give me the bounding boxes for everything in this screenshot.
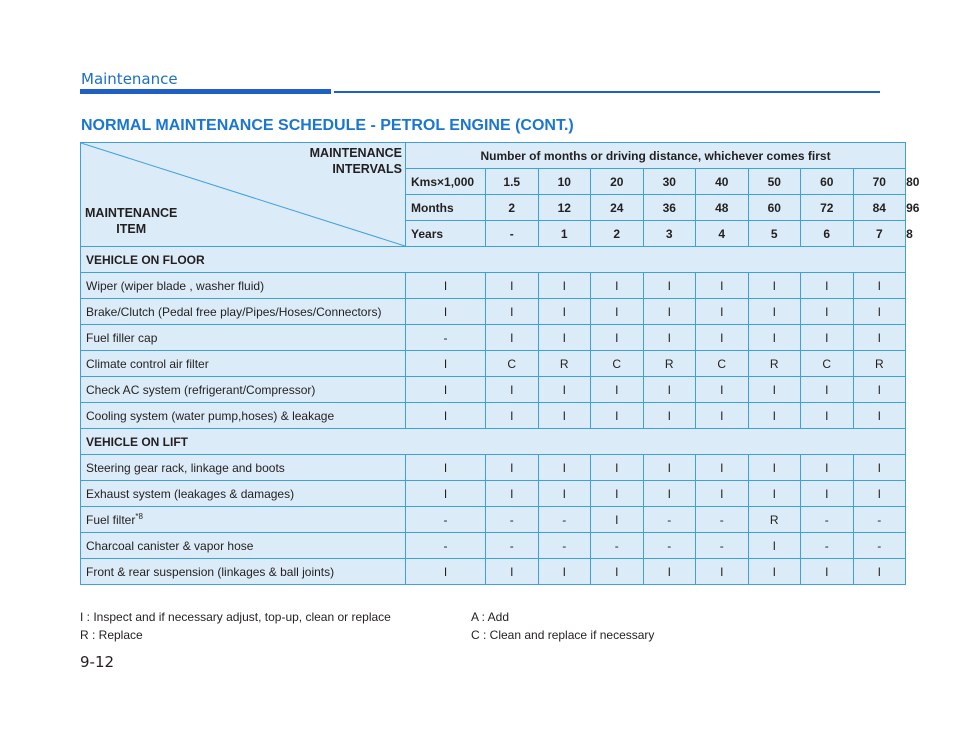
item-cell <box>81 559 406 585</box>
legend-add: A : Add <box>471 610 510 624</box>
schedule-value: I <box>696 299 749 325</box>
kms-value: 60 <box>801 169 854 195</box>
schedule-value: R <box>538 351 591 377</box>
schedule-value: R <box>748 351 801 377</box>
table-row <box>81 403 906 429</box>
years-value: 4 <box>696 221 749 247</box>
schedule-value: I <box>591 299 644 325</box>
schedule-value: R <box>853 351 906 377</box>
schedule-value: I <box>643 559 696 585</box>
schedule-value: I <box>748 533 801 559</box>
schedule-value: I <box>748 273 801 299</box>
item-label: Charcoal canister & vapor hose <box>86 538 254 553</box>
schedule-value: I <box>486 325 539 351</box>
schedule-value: I <box>696 403 749 429</box>
years-row: Years - 1 2 3 4 5 6 7 8 <box>81 221 906 247</box>
page-number: 9-12 <box>80 653 115 671</box>
schedule-value: C <box>801 351 854 377</box>
category-row <box>81 247 906 273</box>
schedule-value: C <box>696 351 749 377</box>
table-row <box>81 325 906 351</box>
schedule-value: I <box>591 403 644 429</box>
item-cell <box>81 533 406 559</box>
item-label: Check AC system (refrigerant/Compressor) <box>86 382 316 397</box>
kms-value: 10 <box>538 169 591 195</box>
table-row <box>81 273 906 299</box>
schedule-value: R <box>643 351 696 377</box>
table-row <box>81 559 906 585</box>
years-value: 5 <box>748 221 801 247</box>
table-row <box>81 299 906 325</box>
schedule-value: - <box>801 533 854 559</box>
schedule-value: I <box>748 325 801 351</box>
interval-caption-row <box>81 143 906 169</box>
legend-replace: R : Replace <box>80 628 143 642</box>
schedule-value: I <box>538 377 591 403</box>
schedule-value: I <box>853 481 906 507</box>
legend-clean: C : Clean and replace if necessary <box>471 628 655 642</box>
schedule-value: I <box>643 455 696 481</box>
schedule-value: I <box>643 325 696 351</box>
months-value: 84 <box>853 195 906 221</box>
months-value: 60 <box>748 195 801 221</box>
years-value: 2 <box>591 221 644 247</box>
schedule-value: I <box>486 559 539 585</box>
schedule-value: I <box>406 377 486 403</box>
months-row: Months 2 12 24 36 48 60 72 84 96 <box>81 195 906 221</box>
schedule-value: I <box>591 325 644 351</box>
months-value: 36 <box>643 195 696 221</box>
schedule-value: I <box>406 559 486 585</box>
schedule-value: I <box>486 455 539 481</box>
kms-value: 20 <box>591 169 644 195</box>
schedule-value: I <box>486 403 539 429</box>
schedule-value: I <box>801 559 854 585</box>
corner-top-line-2: INTERVALS <box>332 162 402 176</box>
item-label: Steering gear rack, linkage and boots <box>86 460 285 475</box>
schedule-value: I <box>538 299 591 325</box>
table-row <box>81 455 906 481</box>
schedule-value: - <box>406 533 486 559</box>
months-value: 48 <box>696 195 749 221</box>
schedule-value: I <box>538 481 591 507</box>
schedule-body <box>81 143 920 585</box>
kms-value: 50 <box>748 169 801 195</box>
schedule-value: I <box>406 455 486 481</box>
item-label: Front & rear suspension (linkages & ball joints) <box>86 564 335 579</box>
maintenance-schedule-table <box>80 142 920 585</box>
schedule-value: - <box>643 507 696 533</box>
schedule-value: I <box>406 351 486 377</box>
schedule-value: I <box>696 559 749 585</box>
item-cell <box>81 273 406 299</box>
schedule-value: C <box>591 351 644 377</box>
schedule-value: - <box>696 507 749 533</box>
kms-value: 30 <box>643 169 696 195</box>
schedule-value: I <box>486 481 539 507</box>
schedule-value: I <box>853 273 906 299</box>
years-value: 3 <box>643 221 696 247</box>
item-cell <box>81 481 406 507</box>
schedule-value: I <box>643 403 696 429</box>
page-title: NORMAL MAINTENANCE SCHEDULE - PETROL ENGINE (CONT.) <box>81 117 574 134</box>
schedule-value: I <box>591 273 644 299</box>
schedule-value: - <box>486 507 539 533</box>
schedule-value: I <box>643 377 696 403</box>
schedule-value: - <box>406 325 486 351</box>
table-row <box>81 351 906 377</box>
item-cell <box>81 377 406 403</box>
kms-label: Kms×1,000 <box>406 169 486 195</box>
schedule-value: I <box>853 559 906 585</box>
schedule-value: I <box>538 559 591 585</box>
item-cell <box>81 455 406 481</box>
corner-item-label <box>85 205 177 237</box>
legend-inspect: I : Inspect and if necessary adjust, top-up, clean or replace <box>80 610 391 624</box>
corner-bottom-line-1: MAINTENANCE <box>85 206 178 220</box>
schedule-value: I <box>591 377 644 403</box>
months-value: 2 <box>486 195 539 221</box>
years-value: 6 <box>801 221 854 247</box>
schedule-value: I <box>748 559 801 585</box>
years-value: - <box>486 221 539 247</box>
schedule-value: I <box>748 377 801 403</box>
years-value: 1 <box>538 221 591 247</box>
item-label: Fuel filler cap <box>86 330 158 345</box>
months-value: 72 <box>801 195 854 221</box>
schedule-value: - <box>591 533 644 559</box>
schedule-value: I <box>696 377 749 403</box>
schedule-value: I <box>853 299 906 325</box>
item-cell <box>81 507 406 533</box>
schedule-value: I <box>643 481 696 507</box>
corner-top-line-1: MAINTENANCE <box>309 146 402 160</box>
schedule-value: I <box>538 273 591 299</box>
schedule-value: I <box>853 403 906 429</box>
schedule-value: - <box>538 507 591 533</box>
schedule-value: I <box>406 403 486 429</box>
schedule-value: I <box>801 299 854 325</box>
schedule-value: - <box>696 533 749 559</box>
schedule-value: R <box>748 507 801 533</box>
item-cell <box>81 403 406 429</box>
schedule-value: I <box>406 273 486 299</box>
item-cell <box>81 351 406 377</box>
interval-caption: Number of months or driving distance, whichever comes first <box>406 143 906 169</box>
category-label: VEHICLE ON LIFT <box>81 429 906 455</box>
kms-value: 1.5 <box>486 169 539 195</box>
years-label: Years <box>406 221 486 247</box>
schedule-value: I <box>801 273 854 299</box>
schedule-value: I <box>538 403 591 429</box>
schedule-value: - <box>853 533 906 559</box>
kms-row: Kms×1,000 1.5 10 20 30 40 50 60 70 80 <box>81 169 906 195</box>
schedule-value: I <box>801 377 854 403</box>
schedule-value: - <box>486 533 539 559</box>
schedule-value: I <box>801 403 854 429</box>
schedule-value: - <box>538 533 591 559</box>
schedule-value: I <box>591 559 644 585</box>
category-row <box>81 429 906 455</box>
years-value: 7 <box>853 221 906 247</box>
schedule-value: C <box>486 351 539 377</box>
schedule-value: - <box>801 507 854 533</box>
schedule-value: - <box>406 507 486 533</box>
kms-value: 70 <box>853 169 906 195</box>
schedule-value: I <box>696 455 749 481</box>
category-label: VEHICLE ON FLOOR <box>81 247 906 273</box>
schedule-value: I <box>486 273 539 299</box>
table-row <box>81 377 906 403</box>
section-label: Maintenance <box>81 70 178 88</box>
item-label: Wiper (wiper blade , washer fluid) <box>86 278 265 293</box>
months-label: Months <box>406 195 486 221</box>
schedule-value: I <box>801 325 854 351</box>
schedule-value: I <box>801 455 854 481</box>
months-value: 12 <box>538 195 591 221</box>
schedule-value: I <box>696 273 749 299</box>
schedule-value: I <box>801 481 854 507</box>
kms-value: 40 <box>696 169 749 195</box>
schedule-value: I <box>538 325 591 351</box>
header-rule-thin <box>334 91 880 93</box>
months-value: 24 <box>591 195 644 221</box>
schedule-value: I <box>696 325 749 351</box>
item-label: Climate control air filter <box>86 356 209 371</box>
header-rule-thick <box>80 89 331 94</box>
schedule-value: I <box>538 455 591 481</box>
item-label: Fuel filter <box>86 513 136 527</box>
schedule-value: I <box>853 455 906 481</box>
table-row <box>81 507 906 533</box>
item-cell <box>81 325 406 351</box>
schedule-value: I <box>406 299 486 325</box>
item-label: Cooling system (water pump,hoses) & leakage <box>86 408 335 423</box>
table-row <box>81 481 906 507</box>
schedule-value: I <box>853 377 906 403</box>
schedule-value: I <box>591 507 644 533</box>
schedule-value: I <box>748 455 801 481</box>
item-label: Exhaust system (leakages & damages) <box>86 486 295 501</box>
corner-bottom-line-2: ITEM <box>116 222 147 236</box>
schedule-value: I <box>406 481 486 507</box>
schedule-value: I <box>696 481 749 507</box>
schedule-value: I <box>748 299 801 325</box>
schedule-value: I <box>748 481 801 507</box>
schedule-value: I <box>748 403 801 429</box>
table-row <box>81 533 906 559</box>
schedule-value: I <box>643 273 696 299</box>
schedule-value: I <box>486 377 539 403</box>
footnote-marker: *8 <box>135 512 143 521</box>
item-label: Brake/Clutch (Pedal free play/Pipes/Hoses/Connectors) <box>86 304 382 319</box>
corner-intervals-label <box>310 145 402 177</box>
schedule-value: - <box>853 507 906 533</box>
corner-header <box>81 143 406 247</box>
schedule-value: I <box>486 299 539 325</box>
schedule-value: I <box>853 325 906 351</box>
schedule-value: I <box>591 481 644 507</box>
schedule-value: I <box>591 455 644 481</box>
schedule-value: - <box>643 533 696 559</box>
item-cell <box>81 299 406 325</box>
schedule-value: I <box>643 299 696 325</box>
